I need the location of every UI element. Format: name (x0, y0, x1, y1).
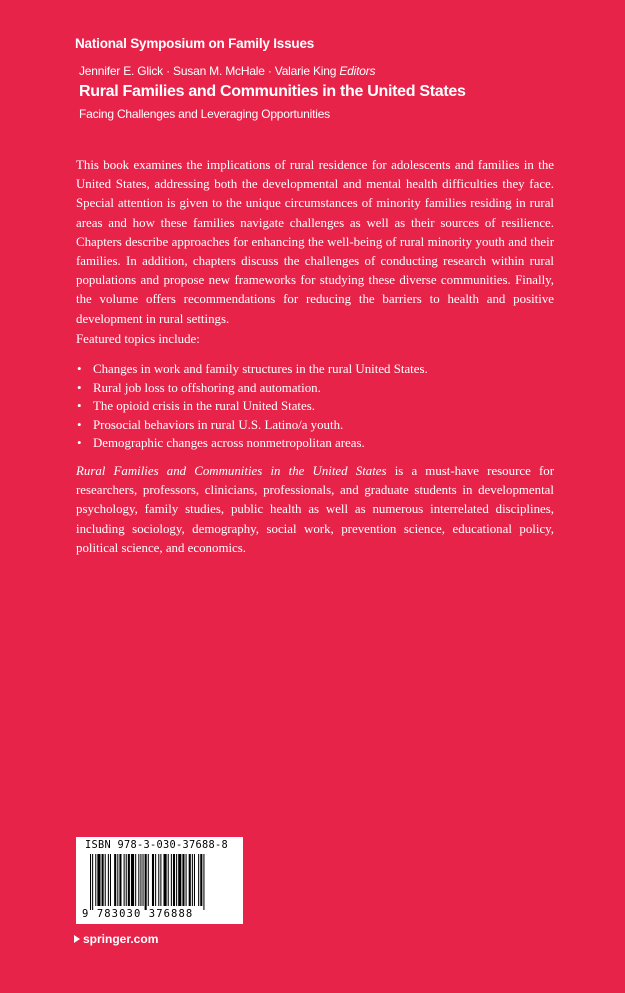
barcode-bar (92, 854, 93, 910)
arrow-right-icon (74, 935, 80, 943)
barcode-bar (155, 854, 156, 906)
book-title: Rural Families and Communities in the United States (79, 83, 466, 100)
barcode-bar (160, 854, 161, 906)
topic-text: Demographic changes across nonmetropolitan areas. (93, 436, 365, 450)
barcode-bar (200, 854, 202, 906)
closing-paragraph (76, 462, 554, 558)
editors-line (79, 64, 375, 78)
barcode-bar (168, 854, 169, 906)
barcode-bar (102, 854, 104, 906)
barcode-bar (194, 854, 195, 906)
barcode-bar (145, 854, 147, 910)
featured-topics-label: Featured topics include: (76, 332, 200, 346)
topic-text: Rural job loss to offshoring and automation. (93, 380, 321, 395)
barcode-bar (182, 854, 184, 906)
isbn-label: ISBN 978-3-030-37688-8 (85, 839, 228, 851)
editor-names: Jennifer E. Glick · Susan M. McHale · Valarie King (79, 64, 337, 78)
barcode-bar (152, 854, 154, 906)
publisher-link[interactable] (74, 932, 158, 946)
topic-text: Changes in work and family structures in the rural United States. (93, 362, 428, 376)
topic-text: Prosocial behaviors in rural U.S. Latino/a youth. (93, 417, 344, 432)
barcode-bar (192, 854, 193, 906)
publisher-url: springer.com (83, 932, 159, 946)
list-item (76, 416, 428, 435)
barcode-bar (95, 854, 96, 906)
barcode-bar (203, 854, 204, 910)
bullet-icon: • (77, 380, 82, 395)
closing-text: is a must-have resource for researchers, professors, clinicians, professionals, and graduate students in developmental psychology, family studies, public health as well as numerous interrelated disciplines, including sociology, demography, social work, prevention science, educational policy, political science, and economics. (76, 464, 554, 555)
series-title: National Symposium on Family Issues (75, 36, 315, 51)
bullet-icon: • (77, 399, 82, 413)
barcode-bar (97, 854, 100, 906)
barcode-bar (110, 854, 111, 906)
list-item (76, 434, 428, 453)
editors-role: Editors (339, 64, 376, 78)
book-subtitle: Facing Challenges and Leveraging Opportunities (79, 107, 330, 121)
barcode-bar (131, 854, 134, 906)
list-item (76, 379, 428, 398)
book-description (76, 156, 554, 329)
barcode-icon (90, 854, 232, 910)
list-item (76, 360, 428, 379)
barcode-bar (135, 854, 136, 906)
featured-topics-list (76, 360, 428, 453)
barcode-bar (186, 854, 187, 906)
barcode-bar (117, 854, 118, 906)
book-name-italic: Rural Families and Communities in the United States (76, 464, 387, 478)
barcode-bar (189, 854, 191, 906)
topic-text: The opioid crisis in the rural United States. (93, 399, 315, 413)
barcode-bar (126, 854, 127, 906)
barcode-bar (128, 854, 130, 906)
barcode-bar (164, 854, 167, 906)
barcode-bar (171, 854, 172, 906)
barcode-bar (198, 854, 199, 906)
barcode-bar (140, 854, 141, 906)
bullet-icon: • (77, 417, 82, 432)
barcode-bar (105, 854, 106, 906)
barcode-bar (119, 854, 121, 906)
barcode-bar (143, 854, 144, 906)
barcode-bar (148, 854, 149, 906)
isbn-barcode (76, 837, 243, 924)
barcode-bar (108, 854, 109, 906)
list-item (76, 397, 428, 416)
barcode-bar (124, 854, 125, 906)
bullet-icon: • (77, 362, 82, 376)
barcode-bar (114, 854, 116, 906)
barcode-bar (173, 854, 175, 906)
barcode-bar (176, 854, 177, 906)
barcode-bar (158, 854, 159, 906)
description-paragraph: This book examines the implications of rural residence for adolescents and families in the United States, addressing both the developmental and mental health difficulties they face. Special attention is given to the unique circumstances of minority families residing in rural areas and how these families navigate challenges as well as their sources of resilience. Chapters describe approaches for enhancing the well-being of rural minority youth and their families. In addition, chapters discuss the challenges of conducting research within rural populations and propose new frameworks for studying these diverse communities. Finally, the volume offers recommendations for reducing the barriers to health and positive development in rural settings. (76, 158, 554, 326)
barcode-bar (90, 854, 91, 910)
barcode-bar (138, 854, 139, 906)
barcode-digits: 9 783030 376888 (82, 908, 194, 920)
barcode-bar (178, 854, 181, 906)
bullet-icon: • (77, 436, 82, 450)
